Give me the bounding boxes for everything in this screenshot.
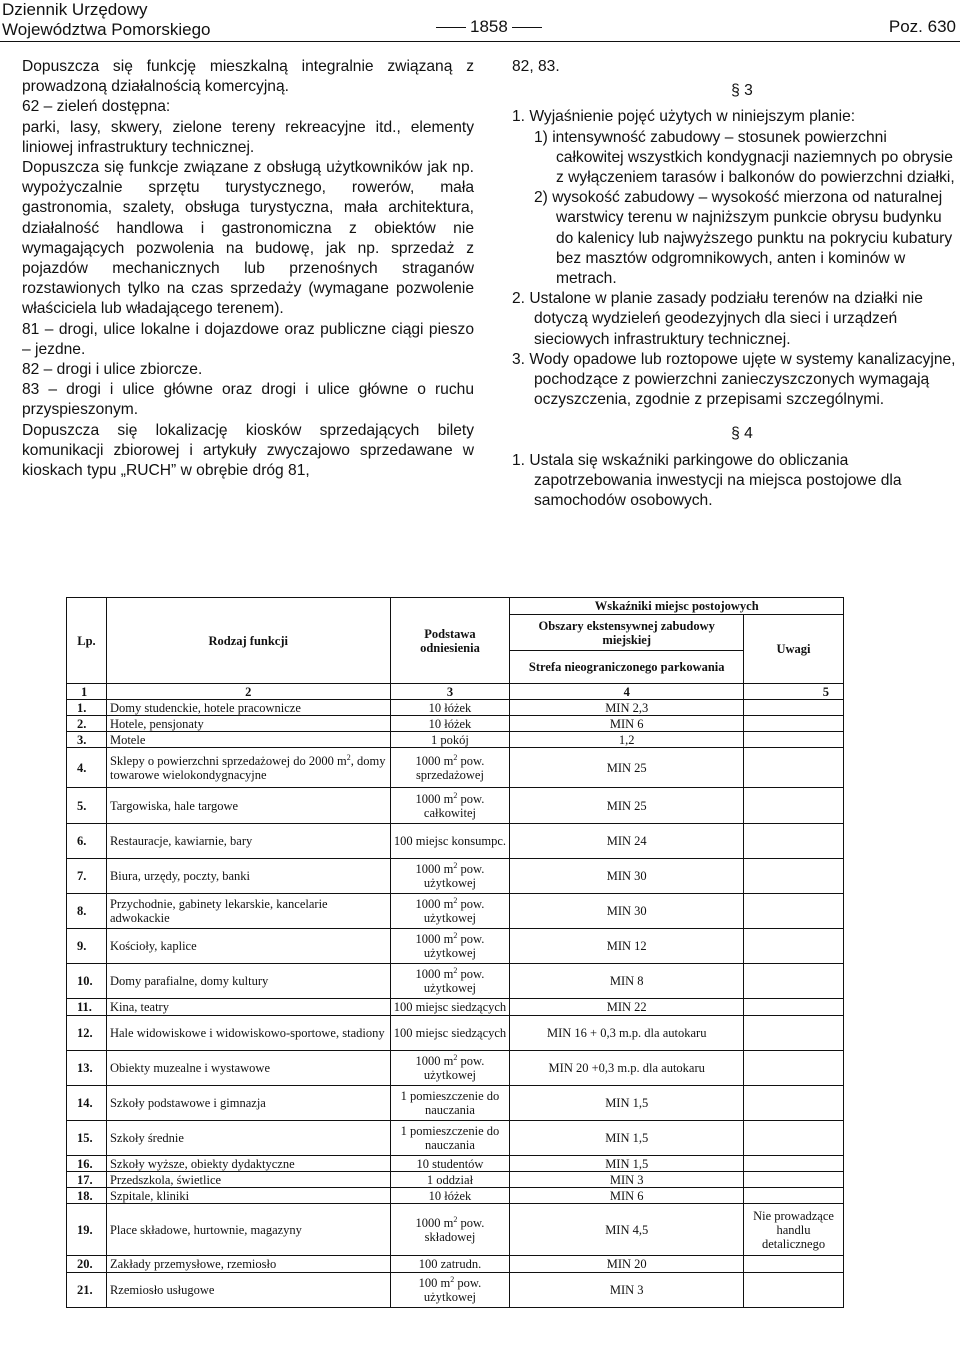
parking-value-cell: MIN 2,3 xyxy=(510,700,744,716)
remarks-cell xyxy=(744,1273,844,1308)
section-3-heading: § 3 xyxy=(731,82,753,100)
section-3-item-2: 2. Ustalone w planie zasady podziału terenów na działki nie dotyczą wydzieleń geodezyjnych dla sieci i urządzeń sieciowych infrastruktury technicznej. xyxy=(512,290,923,348)
page-number-text: 1858 xyxy=(470,17,508,36)
header-parking-group: Wskaźniki miejsc postojowych xyxy=(510,598,844,615)
remarks-cell: Nie prowadzące handlu detalicznego xyxy=(744,1204,844,1256)
parking-value-cell: MIN 20 +0,3 m.p. dla autokaru xyxy=(510,1051,744,1086)
basis-cell: 1000 $m^2$ pow. użytkowej xyxy=(390,929,510,964)
function-cell: Sklepy o powierzchni sprzedażowej do 2000 $m^2$, domy towarowe wielokondygnacyjne xyxy=(106,748,390,788)
basis-cell: 10 studentów xyxy=(390,1156,510,1172)
function-cell: Place składowe, hurtownie, magazyny xyxy=(106,1204,390,1256)
header-zone-group: Obszary ekstensywnej zabudowy miejskiej xyxy=(510,615,744,651)
remarks-cell xyxy=(744,732,844,748)
table-row xyxy=(67,964,844,999)
function-cell: Przedszkola, świetlice xyxy=(106,1172,390,1188)
parking-value-cell: MIN 25 xyxy=(510,748,744,788)
basis-cell: 1000 $m^2$ pow. użytkowej xyxy=(390,1051,510,1086)
row-number: 19. xyxy=(67,1204,107,1256)
paragraph: 83 – drogi i ulice główne oraz drogi i ulice główne o ruchu przyspieszonym. xyxy=(22,381,474,419)
table-row xyxy=(67,1156,844,1172)
row-number: 14. xyxy=(67,1086,107,1121)
remarks-cell xyxy=(744,1051,844,1086)
function-cell: Biura, urzędy, poczty, banki xyxy=(106,859,390,894)
parking-value-cell: MIN 1,5 xyxy=(510,1086,744,1121)
section-4-heading: § 4 xyxy=(731,425,753,443)
parking-value-cell: MIN 1,5 xyxy=(510,1121,744,1156)
table-row xyxy=(67,1121,844,1156)
function-cell: Domy parafialne, domy kultury xyxy=(106,964,390,999)
basis-cell: 10 łóżek xyxy=(390,716,510,732)
position-number: Poz. 630 xyxy=(888,17,956,36)
table-row xyxy=(67,859,844,894)
table-row xyxy=(67,788,844,824)
basis-cell: 1000 $m^2$ pow. sprzedażowej xyxy=(390,748,510,788)
continuation-text: 82, 83. xyxy=(512,58,560,75)
column-index-row xyxy=(67,684,844,700)
table-row xyxy=(67,748,844,788)
header-function: Rodzaj funkcji xyxy=(106,598,390,684)
row-number: 17. xyxy=(67,1172,107,1188)
table-row xyxy=(67,1188,844,1204)
section-3-item-1: 1. Wyjaśnienie pojęć użytych w niniejszym planie: xyxy=(512,108,856,126)
function-cell: Obiekty muzealne i wystawowe xyxy=(106,1051,390,1086)
remarks-cell xyxy=(744,999,844,1016)
parking-value-cell: MIN 12 xyxy=(510,929,744,964)
header-rule xyxy=(0,41,960,42)
remarks-cell xyxy=(744,700,844,716)
basis-cell: 1000 $m^2$ pow. całkowitej xyxy=(390,788,510,824)
column-index: 4 xyxy=(510,684,744,700)
parking-value-cell: MIN 3 xyxy=(510,1172,744,1188)
remarks-cell xyxy=(744,824,844,859)
remarks-cell xyxy=(744,859,844,894)
header-remarks: Uwagi xyxy=(744,615,844,684)
function-cell: Szpitale, kliniki xyxy=(106,1188,390,1204)
basis-cell: 1 pomieszczenie do nauczania xyxy=(390,1121,510,1156)
remarks-cell xyxy=(744,716,844,732)
basis-cell: 100 miejsc siedzących xyxy=(390,999,510,1016)
basis-cell: 100 miejsc konsumpc. xyxy=(390,824,510,859)
parking-value-cell: MIN 8 xyxy=(510,964,744,999)
row-number: 3. xyxy=(67,732,107,748)
basis-cell: 1 pokój xyxy=(390,732,510,748)
function-cell: Kościoły, kaplice xyxy=(106,929,390,964)
remarks-cell xyxy=(744,894,844,929)
row-number: 7. xyxy=(67,859,107,894)
basis-cell: 1 oddział xyxy=(390,1172,510,1188)
remarks-cell xyxy=(744,1121,844,1156)
function-cell: Hotele, pensjonaty xyxy=(106,716,390,732)
basis-cell: 100 zatrudn. xyxy=(390,1256,510,1273)
remarks-cell xyxy=(744,788,844,824)
table-body xyxy=(67,684,844,1308)
page-number xyxy=(432,17,546,37)
table-row xyxy=(67,1016,844,1051)
remarks-cell xyxy=(744,1256,844,1273)
column-index: 3 xyxy=(390,684,510,700)
table-row xyxy=(67,1204,844,1256)
remarks-cell xyxy=(744,1086,844,1121)
table-row xyxy=(67,1256,844,1273)
basis-cell: 1000 $m^2$ pow. składowej xyxy=(390,1204,510,1256)
basis-cell: 1000 $m^2$ pow. użytkowej xyxy=(390,859,510,894)
row-number: 9. xyxy=(67,929,107,964)
table-row xyxy=(67,700,844,716)
function-cell: Hale widowiskowe i widowiskowo-sportowe, stadiony xyxy=(106,1016,390,1051)
parking-value-cell: MIN 30 xyxy=(510,859,744,894)
table-row xyxy=(67,1051,844,1086)
table-row xyxy=(67,1273,844,1308)
row-number: 11. xyxy=(67,999,107,1016)
function-cell: Przychodnie, gabinety lekarskie, kancelarie adwokackie xyxy=(106,894,390,929)
left-column xyxy=(22,57,474,481)
section-4-item-1: 1. Ustala się wskaźniki parkingowe do obliczania zapotrzebowania inwestycji na miejsca postojowe dla samochodów osobowych. xyxy=(512,451,902,510)
function-cell: Zakłady przemysłowe, rzemiosło xyxy=(106,1256,390,1273)
basis-cell: 10 łóżek xyxy=(390,700,510,716)
row-number: 2. xyxy=(67,716,107,732)
parking-ratio-table xyxy=(66,597,844,1308)
remarks-cell xyxy=(744,1156,844,1172)
row-number: 21. xyxy=(67,1273,107,1308)
remarks-cell xyxy=(744,1188,844,1204)
section-3-item-3: 3. Wody opadowe lub roztopowe ujęte w systemy kanalizacyjne, pochodzące z powierzchni zanieczyszczonych wymagają oczyszczenia, zgodnie z przepisami szczególnymi. xyxy=(512,350,956,409)
header-lp: Lp. xyxy=(67,598,107,684)
journal-title xyxy=(2,0,211,40)
table-row xyxy=(67,929,844,964)
basis-cell: 1000 $m^2$ pow. użytkowej xyxy=(390,894,510,929)
basis-cell: 100 miejsc siedzących xyxy=(390,1016,510,1051)
paragraph: Dopuszcza się lokalizację kiosków sprzedających bilety komunikacji zbiorowej i artykuły zwyczajowo sprzedawane w kioskach typu „RUCH” w obrębie dróg 81, xyxy=(22,421,474,480)
paragraph: 81 – drogi, ulice lokalne i dojazdowe oraz publiczne ciągi pieszo – jezdne. xyxy=(22,320,474,358)
basis-cell: 10 łóżek xyxy=(390,1188,510,1204)
table-row xyxy=(67,1172,844,1188)
parking-value-cell: MIN 16 + 0,3 m.p. dla autokaru xyxy=(510,1016,744,1051)
basis-cell: 1000 $m^2$ pow. użytkowej xyxy=(390,964,510,999)
table-row xyxy=(67,1086,844,1121)
parking-value-cell: MIN 25 xyxy=(510,788,744,824)
page-dash-right xyxy=(512,27,542,28)
table-row xyxy=(67,732,844,748)
row-number: 10. xyxy=(67,964,107,999)
paragraph: parki, lasy, skwery, zielone tereny rekreacyjne itd., elementy liniowej infrastruktury technicznej. xyxy=(22,118,474,156)
paragraph: 62 – zieleń dostępna: xyxy=(22,98,171,116)
right-column xyxy=(512,57,958,511)
column-index: 1 xyxy=(67,684,107,700)
header-basis: Podstawa odniesienia xyxy=(390,598,510,684)
journal-name: Dziennik Urzędowy xyxy=(2,0,148,19)
parking-value-cell: MIN 4,5 xyxy=(510,1204,744,1256)
row-number: 15. xyxy=(67,1121,107,1156)
function-cell: Szkoły podstawowe i gimnazja xyxy=(106,1086,390,1121)
function-cell: Restauracje, kawiarnie, bary xyxy=(106,824,390,859)
remarks-cell xyxy=(744,964,844,999)
parking-value-cell: MIN 22 xyxy=(510,999,744,1016)
row-number: 20. xyxy=(67,1256,107,1273)
paragraph: Dopuszcza się funkcje związane z obsługą użytkowników jak np. wypożyczalnie sprzętu turystycznego, rowerów, mała gastronomia, szalety, obsługa turystyczna, mała architektura, działalność handlowa i gastronomiczna z obiektów nie wymagających pozwolenia na budowę, jak np. sprzedaż z pojazdów mechanicznych lub przenośnych straganów rozstawionych tylko na czas sprzedaży (wymagane pozwolenie właściciela lub władającego terenem). xyxy=(22,159,474,318)
basis-cell: 100 $m^2$ pow. użytkowej xyxy=(390,1273,510,1308)
parking-value-cell: MIN 30 xyxy=(510,894,744,929)
row-number: 5. xyxy=(67,788,107,824)
section-3-subitem-1: 1) intensywność zabudowy – stosunek powierzchni całkowitej wszystkich kondygnacji naziemnych po obrysie z wyłączeniem tarasów i balkonów do powierzchni działki, xyxy=(534,128,955,187)
row-number: 13. xyxy=(67,1051,107,1086)
page-dash-left xyxy=(436,27,466,28)
row-number: 6. xyxy=(67,824,107,859)
basis-cell: 1 pomieszczenie do nauczania xyxy=(390,1086,510,1121)
table-row xyxy=(67,894,844,929)
column-index: 2 xyxy=(106,684,390,700)
row-number: 16. xyxy=(67,1156,107,1172)
remarks-cell xyxy=(744,748,844,788)
parking-value-cell: MIN 20 xyxy=(510,1256,744,1273)
table-row xyxy=(67,824,844,859)
function-cell: Motele xyxy=(106,732,390,748)
row-number: 8. xyxy=(67,894,107,929)
remarks-cell xyxy=(744,1016,844,1051)
journal-region: Województwa Pomorskiego xyxy=(2,20,211,39)
parking-value-cell: MIN 24 xyxy=(510,824,744,859)
function-cell: Szkoły średnie xyxy=(106,1121,390,1156)
row-number: 12. xyxy=(67,1016,107,1051)
remarks-cell xyxy=(744,929,844,964)
table-row xyxy=(67,716,844,732)
function-cell: Szkoły wyższe, obiekty dydaktyczne xyxy=(106,1156,390,1172)
parking-value-cell: MIN 6 xyxy=(510,1188,744,1204)
table-row xyxy=(67,999,844,1016)
function-cell: Rzemiosło usługowe xyxy=(106,1273,390,1308)
parking-value-cell: MIN 1,5 xyxy=(510,1156,744,1172)
column-index: 5 xyxy=(744,684,844,700)
paragraph: Dopuszcza się funkcję mieszkalną integralnie związaną z prowadzoną działalnością komercyjną. xyxy=(22,58,474,96)
paragraph: 82 – drogi i ulice zbiorcze. xyxy=(22,361,203,379)
row-number: 4. xyxy=(67,748,107,788)
row-number: 1. xyxy=(67,700,107,716)
row-number: 18. xyxy=(67,1188,107,1204)
function-cell: Targowiska, hale targowe xyxy=(106,788,390,824)
section-3-subitem-2: 2) wysokość zabudowy – wysokość mierzona od naturalnej warstwicy terenu w najniższym punkcie obrysu budynku do kalenicy lub najwyższego punktu na pokryciu kubatury bez masztów odgromnikowych, anten i kominów w metrach. xyxy=(534,189,953,288)
parking-value-cell: MIN 3 xyxy=(510,1273,744,1308)
header-zone: Strefa nieograniczonego parkowania xyxy=(510,651,744,684)
parking-value-cell: 1,2 xyxy=(510,732,744,748)
function-cell: Kina, teatry xyxy=(106,999,390,1016)
remarks-cell xyxy=(744,1172,844,1188)
function-cell: Domy studenckie, hotele pracownicze xyxy=(106,700,390,716)
parking-value-cell: MIN 6 xyxy=(510,716,744,732)
